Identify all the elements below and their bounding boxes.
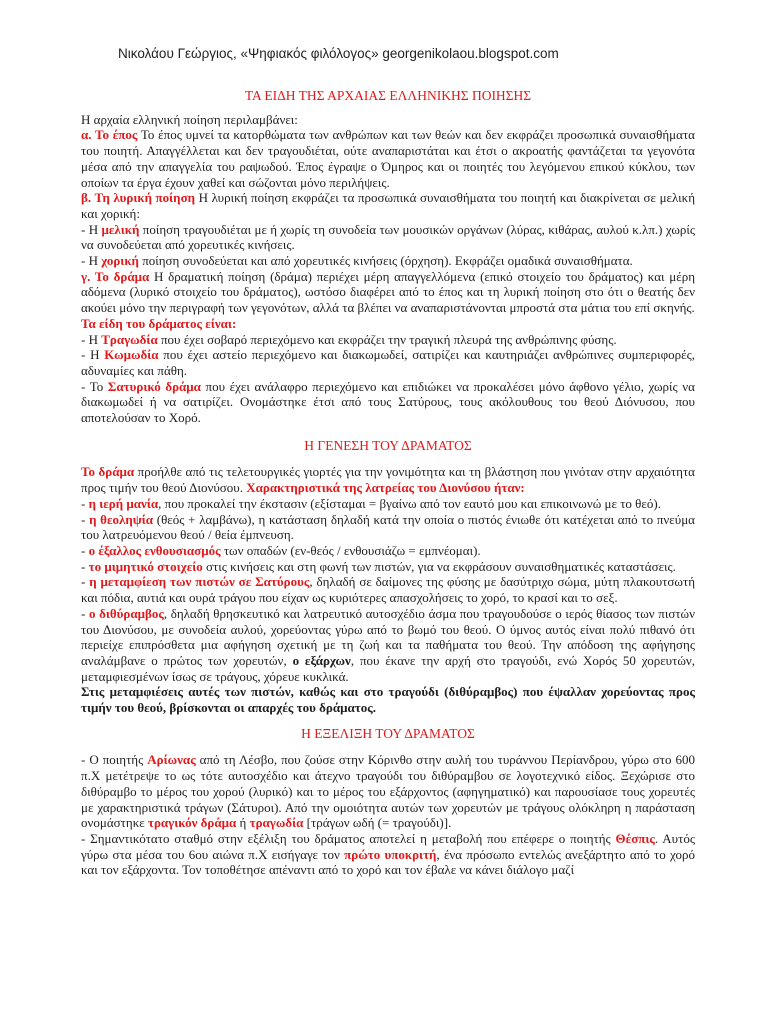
paragraph: [81, 379, 695, 426]
paragraph: [81, 222, 695, 253]
paragraph: [81, 606, 695, 685]
page-header: Νικολάου Γεώργιος, «Ψηφιακός φιλόλογος» georgenikolaou.blogspot.com: [118, 46, 559, 61]
text-run: , που έκανε την αρχή στο τραγούδι, ενώ Χορός 50 χορευτών, μεταμφιεσμένων ίσως σε τράγους, χόρευε κυκλικά.: [81, 652, 696, 684]
paragraph: [81, 347, 695, 378]
highlighted-term: α. Το έπος: [81, 127, 138, 143]
bold-text: ο εξάρχων: [292, 652, 351, 668]
text-run: - Ο ποιητής: [81, 752, 148, 768]
highlighted-term: τραγικόν δράμα: [147, 815, 237, 831]
text-run: Το έπος υμνεί τα κατορθώματα των ανθρώπων και των θεών και δεν εκφράζει προσωπικά συναισθήματα του ποιητή. Απαγγέλλεται και δεν τραγουδιέται, ούτε αναπαριστάται και έτσι ο ακροατής φαντάζεται τα γεγονότα μέσα από την απαγγελία του ραψωδού. Έπος έγραψε ο Όμηρος και οι ποιητές του λεγόμενου επικού κύκλου, των οποίων τα έργα έχουν χαθεί και σώζονται μόνο περιλήψεις.: [81, 127, 695, 190]
text-run: ποίηση συνοδεύεται και από χορευτικές κινήσεις (όρχηση). Εκφράζει ομαδικά συναισθήματα.: [138, 253, 633, 269]
highlighted-term: η θεοληψία: [89, 511, 154, 527]
highlighted-term: Τα είδη του δράματος είναι:: [81, 315, 237, 331]
text-run: που έχει σοβαρό περιεχόμενο και εκφράζει την τραγική πλευρά της ανθρώπινης φύσης.: [157, 331, 617, 347]
text-run: -: [81, 605, 89, 621]
text-run: που έχει ανάλαφρο περιεχόμενο και επιδιώκει να προκαλέσει μόνο άφθονο γέλιο, χωρίς να διακωμωδεί ή να σατιρίζει. Ονομάστηκε έτσι από τους Σατύρους, τους ακόλουθους του θεού Διόνυσου, που αποτελούσαν το Χορό.: [81, 378, 695, 426]
highlighted-term: Σατυρικό δράμα: [107, 378, 201, 394]
paragraph: [81, 464, 695, 495]
text-run: , δηλαδή θρησκευτικό και λατρευτικό αυτοσχέδιο άσμα που τραγουδούσε ο ιερός θίασος των πιστών του Διονύσου, με συνοδεία αυλού, χορεύοντας γύρω από το βωμό του θεού. Ο ύμνος αυτός είναι πολύ πιθανό ότι περιείχε επιπρόσθετα μια αφήγηση σχετική με τη ζωή και τα παθήματα του θεού. Την απόδοση της αφήγησης αναλάμβανε ο πρώτος των χορευτών,: [81, 605, 695, 668]
text-run: από τη Λέσβο, που ζούσε στην Κόρινθο στην αυλή του τυράννου Περίανδρου, γύρω στο 600 π.Χ μετέτρεψε το ως τότε αυτοσχέδιο και άτεχνο τραγούδι του διθύραμβου σε λογοτεχνικό είδος. Ξεχώρισε στο διθύραμβο το μέρος του χορού (λυρικό) και το μέρος του εξάρχοντος (αφηγηματικό) και παρουσίασε τους χορευτές με χαρακτηριστικά τράγων (Σάτυροι). Από την ομοιότητα αυτών των χορευτών με τράγους ολόκληρη η παράσταση ονομάστηκε: [81, 752, 696, 831]
text-run: -: [81, 542, 89, 558]
text-run: - Η: [81, 221, 102, 237]
paragraph: [81, 574, 695, 605]
text-run: [τράγων ωδή (= τραγούδι)].: [303, 815, 452, 831]
highlighted-term: Χαρακτηριστικά της λατρείας του Διονύσου ήταν:: [246, 480, 525, 496]
text-run: - Σημαντικότατο σταθμό στην εξέλιξη του δράματος αποτελεί η μεταβολή που επέφερε ο ποιητής: [81, 830, 616, 846]
paragraph: [81, 752, 695, 831]
text-run: των οπαδών (εν-θεός / ενθουσιάζω = εμπνέομαι).: [220, 542, 481, 558]
highlighted-term: Θέσπις: [615, 830, 655, 846]
section-title-genesis: Η ΓΕΝΕΣΗ ΤΟΥ ΔΡΑΜΑΤΟΣ: [304, 437, 472, 453]
highlighted-term: Τραγωδία: [101, 331, 158, 347]
text-run: -: [81, 558, 89, 574]
paragraph: [81, 831, 695, 878]
section-title-kinds: ΤΑ ΕΙΔΗ ΤΗΣ ΑΡΧΑΙΑΣ ΕΛΛΗΝΙΚΗΣ ΠΟΙΗΣΗΣ: [244, 88, 532, 103]
highlighted-term: η μεταμφίεση των πιστών σε Σατύρους: [89, 574, 310, 590]
text-run: , δηλαδή σε δαίμονες της φύσης με δασύτριχο σώμα, μύτη πλακουτσωτή και πόδια, αυτιά και ουρά τράγου που είχαν ως κυριότερες απασχολήσεις το χορό, το κρασί και το σεξ.: [81, 574, 695, 606]
highlighted-term: γ. Το δράμα: [81, 268, 150, 284]
paragraph: [81, 269, 695, 316]
text-run: -: [81, 574, 90, 590]
text-run: ή: [236, 815, 250, 831]
highlighted-term: ο έξαλλος ενθουσιασμός: [88, 542, 221, 558]
paragraph: [81, 332, 695, 348]
paragraph: [81, 496, 695, 512]
highlighted-term: ο διθύραμβος: [88, 605, 164, 621]
section-title-evolution: Η ΕΞΕΛΙΞΗ ΤΟΥ ΔΡΑΜΑΤΟΣ: [301, 725, 475, 741]
paragraph: [81, 112, 695, 128]
highlighted-term: η ιερή μανία: [88, 495, 159, 511]
text-run: που έχει αστείο περιεχόμενο και διακωμωδεί, σατιρίζει και καυτηριάζει ανθρώπινες συμπεριφορές, αδυναμίες και πάθη.: [81, 347, 696, 378]
highlighted-term: τραγωδία: [249, 815, 304, 831]
paragraph: [81, 253, 695, 269]
text-run: - Το: [81, 378, 108, 394]
text-run: . Αυτός γύρω στα μέσα του 6ου αιώνα π.Χ εισήγαγε τον: [81, 830, 695, 862]
highlighted-term: το μιμητικό στοιχείο: [88, 558, 203, 574]
text-run: Η αρχαία ελληνική ποίηση περιλαμβάνει:: [81, 111, 298, 127]
text-run: , που προκαλεί την έκστασιν (εξίσταμαι = βγαίνω από τον εαυτό μου και επικοινωνώ με το θεό).: [158, 495, 661, 511]
paragraph: [81, 684, 695, 715]
highlighted-term: Το δράμα: [81, 464, 135, 480]
paragraph: [81, 127, 695, 190]
document-body: [81, 88, 695, 878]
text-run: Η λυρική ποίηση εκφράζει τα προσωπικά συναισθήματα του ποιητή και διακρίνεται σε μελική και χορική:: [81, 190, 695, 221]
text-run: -: [81, 511, 90, 527]
highlighted-term: μελική: [101, 221, 140, 237]
text-run: - Η: [81, 347, 105, 363]
text-run: ποίηση τραγουδιέται με ή χωρίς τη συνοδεία των μουσικών οργάνων (λύρας, κιθάρας, αυλού κ.λπ.) χωρίς να συνοδεύεται από χορευτικές κινήσεις.: [81, 221, 696, 253]
paragraph: [81, 190, 695, 221]
paragraph: [81, 512, 695, 543]
highlighted-term: πρώτο υποκριτή: [344, 846, 437, 862]
highlighted-term: β. Τη λυρική ποίηση: [81, 190, 196, 206]
text-run: - Η: [81, 331, 102, 347]
paragraph: [81, 559, 695, 575]
highlighted-term: Αρίωνας: [147, 752, 196, 768]
text-run: στις κινήσεις και στη φωνή των πιστών, για να εκφράσουν συναισθηματικές καταστάσεις.: [202, 558, 676, 574]
text-run: (θεός + λαμβάνω), η κατάσταση δηλαδή κατά την οποία ο πιστός ένιωθε ότι κατέχεται από το πνεύμα του λατρευόμενου θεού / θεία έμπνευση.: [81, 511, 695, 543]
highlighted-term: Κωμωδία: [104, 347, 159, 363]
paragraph: [81, 316, 695, 332]
bold-text: Στις μεταμφιέσεις αυτές των πιστών, καθώς και στο τραγούδι (διθύραμβος) που έψαλλαν χορεύοντας προς τιμήν του θεού, βρίσκονται οι απαρχές του δράματος.: [81, 684, 695, 716]
highlighted-term: χορική: [101, 253, 139, 269]
text-run: - Η: [81, 253, 102, 269]
paragraph: [81, 543, 695, 559]
text-run: προήλθε από τις τελετουργικές γιορτές για την γονιμότητα και τη βλάστηση που γινόταν στην αρχαιότητα προς τιμήν του θεού Διονύσου.: [81, 464, 695, 496]
text-run: -: [81, 495, 89, 511]
text-run: , ένα πρόσωπο εντελώς ανεξάρτητο από το χορό και τον εξάρχοντα. Τον τοποθέτησε απέναντι από το χορό και τον έβαλε να κάνει διάλογο μαζί: [81, 846, 695, 878]
text-run: Η δραματική ποίηση (δράμα) περιέχει μέρη απαγγελλόμενα (επικό στοιχείο του δράματος) και μέρη αδόμενα (λυρικό στοιχείο του δράματος), ωστόσο διαφέρει από το έπος και τη λυρική ποίηση στο ότι ο θεατής δεν ακούει μόνο την περιγραφή των γεγονότων, αλλά τα βλέπει να αναπαριστάνονται μπροστά στα μάτια του επί σκηνής.: [81, 268, 695, 316]
